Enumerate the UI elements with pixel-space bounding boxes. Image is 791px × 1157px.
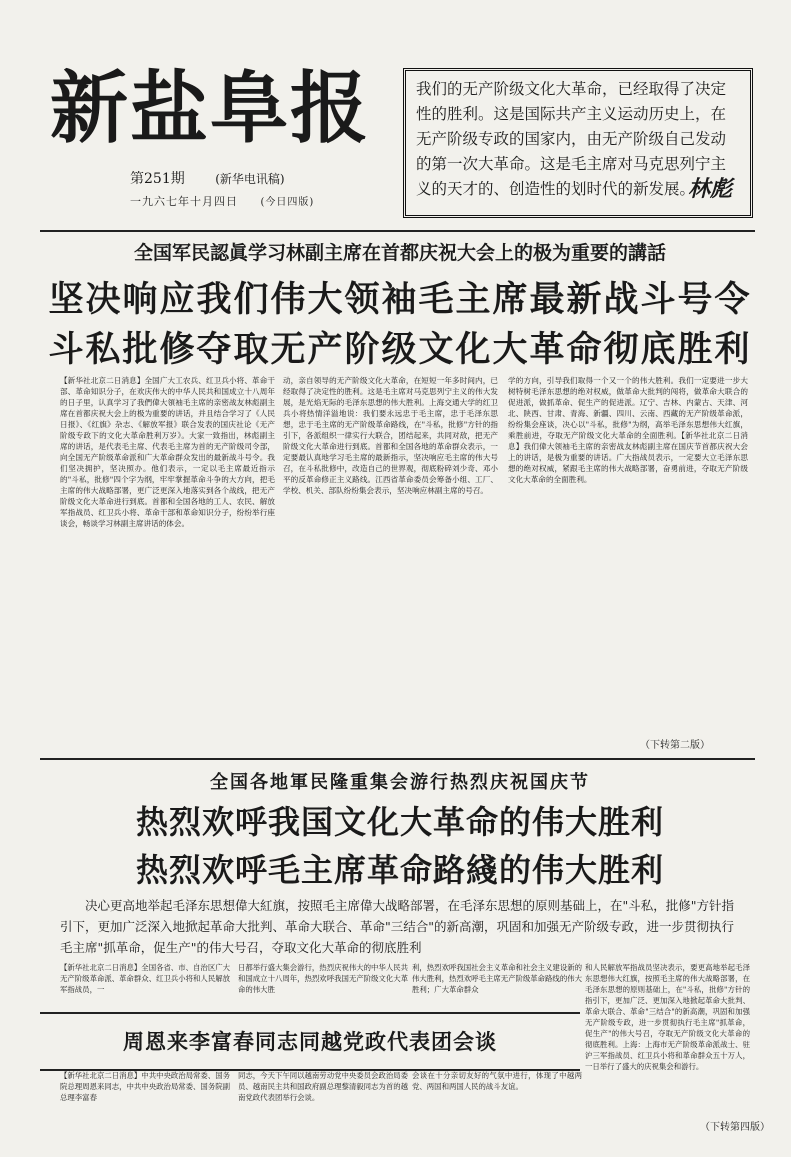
issue-source: (新华电讯稿) (215, 172, 285, 186)
celebration-column-4: 和人民解放军指战员坚决表示，要更高地举起毛泽东思想伟大红旗，按照毛主席的伟大战略部署，在毛泽东思想的原则基础上，在"斗私，批修"方针的指引下，更加广泛、更加深入地掀起革命大批判、革命大联合、革命"三结合"的新高潮，巩固和加强无产阶级专政，进一步贯彻执行毛主席"抓革命，促生产"的伟大号召，夺取无产阶级文化大革命的彻底胜利。上海：上海市无产阶级革命派战士、驻沪三军指战员、红卫兵小将和革命群众五十万人，一日举行了盛大的庆祝集会和游行。 (585, 963, 750, 1071)
quote-signature: 林彪 (687, 176, 732, 202)
lead-continued: （下转第二版） (640, 740, 710, 751)
celebration-headline-1: 热烈欢呼我国文化大革命的伟大胜利 (135, 803, 664, 841)
zhou-headline: 周恩来李富春同志同越党政代表团会谈 (123, 1030, 497, 1054)
lead-headline-1: 坚决响应我们伟大领袖毛主席最新战斗号令 (48, 280, 752, 320)
lead-column-2: 动，亲自领导的无产阶级文化大革命，在短短一年多时间内，已经取得了决定性的胜利。这是毛主席对马克思列宁主义的伟大发展，是光焰无际的毛泽东思想的伟大胜利。上海交通大学的红卫兵小将热情洋溢地说：我们要永远忠于毛主席，忠于毛泽东思想，忠于毛主席的无产阶级革命路线，在"斗私，批修"方针的指引下，各派组织一律实行大联合，团结起来，共同对敌，把无产阶级文化大革命进行到底。首都和全国各地的革命群众表示，一定要最认真地学习毛主席的最新指示，坚决响应毛主席的伟大号召，在斗私批修中，改造自己的世界观，彻底粉碎刘少奇、邓小平的反革命修正主义路线。江西省革命委员会筹备小组、工厂、学校、机关、部队纷纷集会表示，坚决响应林副主席的号召。 (283, 376, 498, 495)
divider (40, 758, 755, 760)
zhou-headline-box (40, 1012, 580, 1071)
quote-box (403, 68, 753, 218)
celebration-kicker: 全国各地軍民隆重集会游行热烈庆祝国庆节 (210, 772, 590, 793)
masthead-title: 新盐阜报 (50, 64, 371, 154)
lead-column-3: 学的方向，引导我们取得一个又一个的伟大胜利。我们一定要进一步大树特树毛泽东思想的绝对权威，做革命大批判的闯将，做革命大联合的促进派，做抓革命、促生产的促进派。辽宁、吉林、内蒙古、天津、河北、陕西、甘肃、青海、新疆、四川、云南、西藏的无产阶级革命派，纷纷集会座谈，决心以"斗私，批修"为纲，高举毛泽东思想伟大红旗，乘胜前进，夺取无产阶级文化大革命的全面胜利。【新华社北京二日消息】我们偉大领袖毛主席的亲密战友林彪副主席在国庆节首都庆祝大会上的讲话，是极为重要的讲话。广大指战员表示，一定要大立毛泽东思想的绝对权威，紧跟毛主席的伟大战略部署，奋勇前进，夺取无产阶级文化大革命的全面胜利。 (508, 376, 748, 484)
celebration-column-2: 日都举行盛大集会游行，热烈庆祝伟大的中华人民共和国成立十八周年，热烈欢呼我国无产阶级文化大革命的伟大胜 (238, 963, 408, 994)
celebration-continued: （下转第四版） (700, 1122, 770, 1133)
issue-date (130, 193, 314, 209)
celebration-headline-2: 热烈欢呼毛主席革命路綫的伟大胜利 (135, 851, 664, 889)
zhou-column-2: 同志，今天下午同以越南劳动党中央委员会政治局委员、越南民主共和国政府副总理黎清毅同志为首的越南党政代表团举行会谈。 (238, 1071, 408, 1102)
issue-edition: (今日四版) (260, 197, 315, 208)
celebration-column-1: 【新华社北京二日消息】全国各省、市、自治区广大无产阶级革命派、革命群众、红卫兵小将和人民解放军指战员，一 (60, 963, 230, 994)
issue-number-text: 第251期 (130, 171, 185, 187)
celebration-summary: 决心更高地举起毛泽东思想偉大紅旗，按照毛主席偉大战略部署，在毛泽东思想的原则基础上，在"斗私，批修"方针指引下，更加广泛深入地掀起革命大批判、革命大联合、革命"三结合"的新高潮，巩固和加强无产阶级专政，进一步贯彻执行毛主席"抓革命，促生产"的伟大号召，夺取文化大革命的彻底胜利 (60, 898, 735, 955)
issue-date-text: 一九六七年十月四日 (130, 195, 238, 208)
issue-number (130, 168, 285, 188)
celebration-column-3: 利，热烈欢呼我国社会主义革命和社会主义建设新的伟大胜利，热烈欢呼毛主席无产阶级革命路线的伟大胜利；广大革命群众 (412, 963, 582, 994)
quote-text: 我们的无产阶级文化大革命，已经取得了决定性的胜利。这是国际共产主义运动历史上，在无产阶级专政的国家内，由无产阶级自己发动的第一次大革命。这是毛主席对马克思列宁主义的天才的、创造性的划时代的新发展。 (416, 80, 727, 198)
zhou-column-3: 会谈在十分亲切友好的气氛中进行，体现了中越两党、两国和两国人民的战斗友谊。 (412, 1071, 582, 1091)
lead-kicker: 全国军民認眞学习林副主席在首都庆祝大会上的极为重要的講話 (133, 242, 666, 264)
lead-headline-2: 斗私批修夺取无产阶级文化大革命彻底胜利 (48, 330, 752, 370)
divider (40, 230, 755, 232)
zhou-column-1: 【新华社北京二日消息】中共中央政治局常委、国务院总理周恩来同志，中共中央政治局常委、国务院副总理李富春 (60, 1071, 230, 1102)
lead-column-1: 【新华社北京二日消息】全国广大工农兵、红卫兵小将、革命干部、革命知识分子，在欢庆伟大的中华人民共和国成立十八周年的日子里，认真学习了我們偉大領袖毛主席的亲密战友林彪副主席在首都庆祝大会上的极为重要的讲话，并且结合学习了《人民日报》、《红旗》杂志、《解放军报》联合发表的国庆社论《无产阶级专政下的文化大革命胜利万岁》。大家一致指出，林彪副主席的讲话，是代表毛主席、代表毛主席为首的无产阶级司令部，向全国无产阶级革命派和广大革命群众发出的最新战斗号令。我们坚决拥护，坚决照办。他们表示，一定以毛主席最近指示的"斗私，批修"四个字为纲，牢牢掌握革命斗争的大方向，把毛主席的伟大战略部署，更广泛更深入地落实到各个战线，把无产阶级文化大革命进行到底。首都和全国各地的工人、农民、解放军指战员、红卫兵小将、革命干部和革命知识分子，纷纷举行座谈会，畅谈学习林副主席讲话的体会。 (60, 376, 275, 528)
